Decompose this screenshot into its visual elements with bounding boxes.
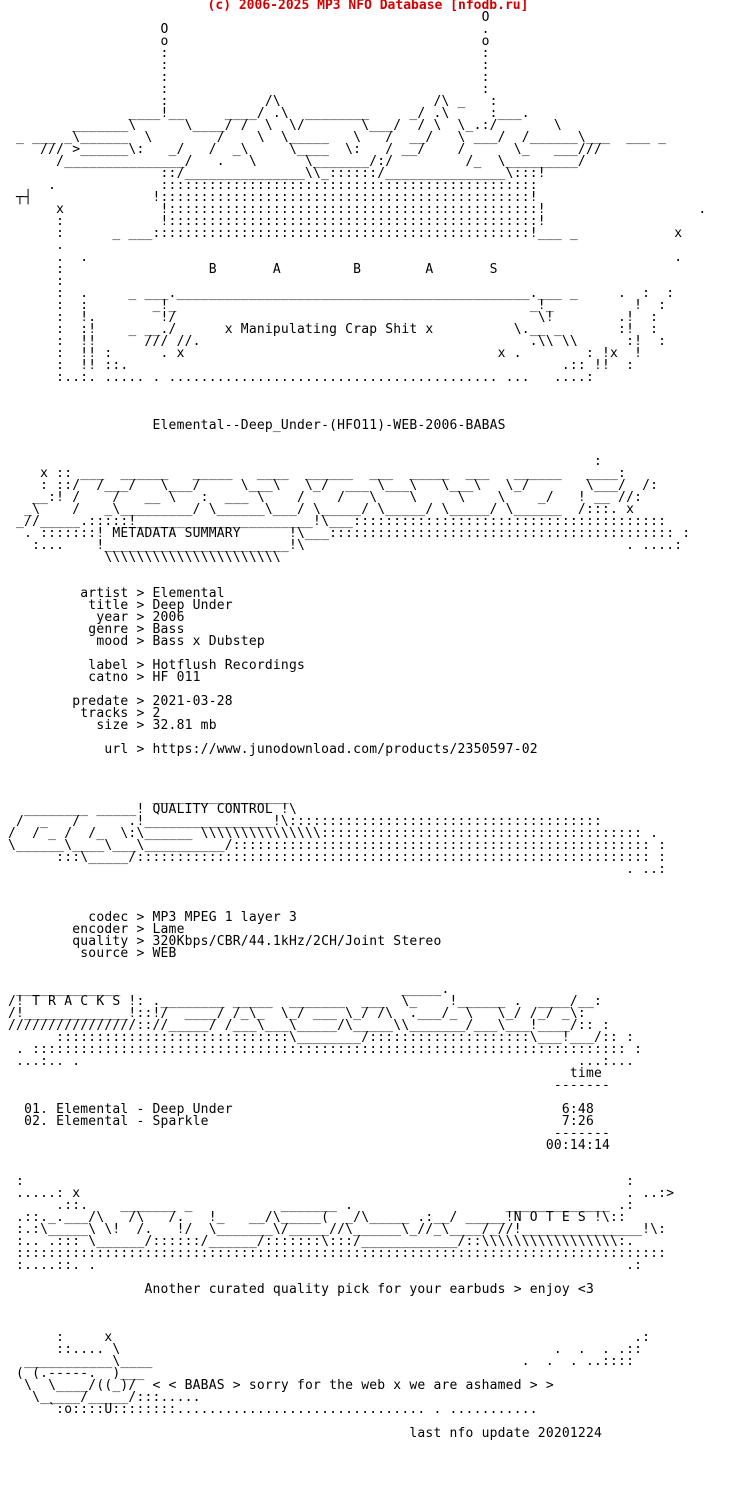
nfo-line: /// >______\: _/ / _\ \____ \: / __/ / \_ ___/// — [0, 142, 611, 157]
nfo-line: \\\\\\\\\\\\\\\\\\\\\\ — [0, 550, 281, 565]
nfo-line: ------- — [0, 1126, 611, 1141]
nfo-line: encoder > Lame — [0, 922, 185, 937]
nfo-line: : : — [0, 82, 490, 97]
nfo-line: x :: ___ ______ _____ ____ ______ ___ _____ ___ ______ ____: — [0, 466, 627, 481]
nfo-line: _\ / _\_________/ \______\___/ \_____/ \_____/ \_____/ \______ /:::. x — [0, 502, 635, 517]
nfo-line: /! T R A C K S !: .________ _____ _______ ___ \_ !______ . ____/__: — [0, 994, 602, 1009]
nfo-line: last nfo update 20201224 — [0, 1426, 602, 1441]
nfo-line: `:o::::U::::::::............................... . ........... — [0, 1402, 538, 1417]
nfo-line: source > WEB — [0, 946, 177, 961]
nfo-line: .....: x . ..:> — [0, 1186, 675, 1201]
nfo-line: __:! / / __ \ : ___ \ / / \ \ \ \ _/ ! __ //: — [0, 490, 643, 505]
nfo-line: :.:\_____\ \! /. !/ \_______\/_____//\______\_//_\____/_//!_______________!\: — [0, 1222, 667, 1237]
nfo-line: o o — [0, 34, 490, 49]
nfo-line: : — [0, 274, 65, 289]
nfo-line: . ..: — [0, 862, 667, 877]
nfo-line: . — [0, 238, 65, 253]
nfo-line: /_______________/ . \ \_______/:/ /_ \_________/ — [0, 154, 586, 169]
nfo-line: genre > Bass — [0, 622, 185, 637]
nfo-line: : B A B A S — [0, 262, 498, 277]
nfo-line: :..:. ..... . ......................................... ... ....: — [0, 370, 594, 385]
nfo-line: tracks > 2 — [0, 706, 161, 721]
nfo-line: catno > HF 011 — [0, 670, 201, 685]
nfo-line: year > 2006 — [0, 610, 185, 625]
nfo-line: . :::::::::::::::::::::::::::::::::::::::::::::::::::::::::::::::::::::::::: : — [0, 1042, 643, 1057]
nfo-line: ////////////////:://_____/ /___\___\_____/\_____\\_______/___\___!____/:: : — [0, 1018, 611, 1033]
copyright-banner: (c) 2006-2025 MP3 NFO Database [nfodb.ru] — [207, 0, 529, 13]
nfo-line: x !::::::::::::::::::::::::::::::::::::::::::::::! . — [0, 202, 707, 217]
nfo-line: _______\ \____/ / \ \/ \___/ / \ \_.:/ \ — [0, 118, 562, 133]
nfo-line: :... !_______________________!\ . ....: — [0, 538, 683, 553]
nfo-line: : : — [0, 70, 490, 85]
nfo-line: / / _ / /_ \:\______ \\\\\\\\\\\\\\\:::::::::::::::::::::::::::::::::::::::: . — [0, 826, 659, 841]
nfo-line: : !! ::. .:: !! : — [0, 358, 635, 373]
nfo-line: 00:14:14 — [0, 1138, 611, 1153]
nfo-line: / _ / .!________________!\::::::::::::::::::::::::::::::::::::::: — [0, 814, 602, 829]
nfo-line: :::\_____/:::::::::::::::::::::::::::::::::::::::::::::::::::::::::::::::: : — [0, 850, 667, 865]
nfo-line: . :::::::! METADATA SUMMARY !\___::::::::::::::::::::::::::::::::::::::::::: : — [0, 526, 691, 541]
nfo-line: ------- — [0, 1078, 611, 1093]
nfo-line: ::::::::::::::::::::::::::::::::::::::::::::::::::::::::::::::::::::::::::::::::: — [0, 1246, 667, 1261]
nfo-line: : !! /// //. .\\ \\ :! : — [0, 334, 667, 349]
nfo-line: : _ ___:::::::::::::::::::::::::::::::::::::::::::::::!___ _ x — [0, 226, 683, 241]
nfo-line: : ::/ /___/ \___/ \___\ \_/ ___ \___\ \___\ \_/ \___/ /: — [0, 478, 659, 493]
nfo-line: _________________ — [0, 790, 289, 805]
nfo-line: O — [0, 10, 490, 25]
nfo-line: : /\ /\ _ : — [0, 94, 498, 109]
nfo-line: ____!__ ____/ .\ ________ _/ .\ :___. — [0, 106, 530, 121]
nfo-line: O . — [0, 22, 490, 37]
nfo-line: size > 32.81 mb — [0, 718, 217, 733]
nfo-line: : : — [0, 1174, 635, 1189]
nfo-line: title > Deep Under — [0, 598, 233, 613]
nfo-text — [0, 12, 706, 1440]
nfo-line: ________ _____! QUALITY CONTROL !\ — [0, 802, 297, 817]
nfo-line: 01. Elemental - Deep Under 6:48 — [0, 1102, 594, 1117]
nfo-line: _____________ _____. — [0, 982, 450, 997]
nfo-line: artist > Elemental — [0, 586, 225, 601]
nfo-line: ( (.-----. )___ — [0, 1366, 145, 1381]
nfo-line: :::::::::::::::::::::::::::::\________/::::::::::::::::::::\___!___/:: : — [0, 1030, 635, 1045]
nfo-line: . . . — [0, 250, 683, 265]
nfo-line: mood > Bass x Dubstep — [0, 634, 265, 649]
nfo-line: label > Hotflush Recordings — [0, 658, 306, 673]
nfo-line: ___________\____ . . . ..:::: — [0, 1354, 635, 1369]
nfo-line: /!_____________!::!/ ____/ /_\_ \_/ ___ \_/ /\ .___/_ \ \_/ /_/ _\: — [0, 1006, 586, 1021]
nfo-line: \ \____/((_)/ < < BABAS > sorry for the web x we are ashamed > > — [0, 1378, 554, 1393]
nfo-line: _ ___ _\______ \ / \ \_____ \ / __/ \ ___/ /______\___ ___ _ — [0, 130, 667, 145]
nfo-line: ::.... \ . . . .:: — [0, 1342, 643, 1357]
nfo-line: Elemental--Deep_Under-(HFO11)-WEB-2006-BABAS — [0, 418, 506, 433]
nfo-line: : : — [0, 58, 490, 73]
nfo-line: : x .: — [0, 1330, 651, 1345]
nfo-line: predate > 2021-03-28 — [0, 694, 233, 709]
nfo-line: : : — [0, 46, 490, 61]
nfo-line: 02. Elemental - Sparkle 7:26 — [0, 1114, 594, 1129]
nfo-line: : !! : . x x . : !x ! — [0, 346, 643, 361]
nfo-line: url > https://www.junodownload.com/products/2350597-02 — [0, 742, 538, 757]
nfo-line: ::/_______________\\_::::::/_______________\:::! — [0, 166, 546, 181]
nfo-line: :.. .::: \______/::::::/______/:::::::\:::/____________/::\\\\\\\\\\\\\\\\\:. — [0, 1234, 635, 1249]
nfo-line: : — [0, 454, 602, 469]
nfo-line: time — [0, 1066, 602, 1081]
nfo-line: \_____/_____/:::..... — [0, 1390, 201, 1405]
nfo-line: codec > MP3 MPEG 1 layer 3 — [0, 910, 297, 925]
nfo-line: quality > 320Kbps/CBR/44.1kHz/2CH/Joint Stereo — [0, 934, 442, 949]
nfo-line: :....::. . .: — [0, 1258, 643, 1273]
nfo-line: .::._.___/\ /\ /. !_ __/\_____( _/\_____ .:__/ _____!N O T E S !\:: — [0, 1210, 627, 1225]
nfo-line: : !. !/ \! .! : — [0, 310, 659, 325]
nfo-line: : : _!_ _!_ ! : — [0, 298, 667, 313]
nfo-line: ...:.. . ...:... — [0, 1054, 635, 1069]
nfo-line: : !::::::::::::::::::::::::::::::::::::::::::::::! — [0, 214, 546, 229]
nfo-line: \______\____\___\__________/:::::::::::::::::::::::::::::::::::::::::::::::::::: : — [0, 838, 667, 853]
nfo-line: _//_____.:::::!______________________!\___::::::::::::::::::::::::::::::::::::::: — [0, 514, 667, 529]
nfo-line: : :! _ __./ x Manipulating Crap Shit x \.__ _ :! : — [0, 322, 659, 337]
nfo-line: . ::::::::::::::::::::::::::::::::::::::::::::::: — [0, 178, 538, 193]
nfo-line: : . _ ___.____________________________________________.___ _ . : : — [0, 286, 675, 301]
nfo-line: ┬┤ !::::::::::::::::::::::::::::::::::::::::::::::! — [0, 190, 538, 205]
nfo-line: .::. _______ _ _______ . _____________ .: — [0, 1198, 635, 1213]
nfo-line: Another curated quality pick for your earbuds > enjoy <3 — [0, 1282, 594, 1297]
